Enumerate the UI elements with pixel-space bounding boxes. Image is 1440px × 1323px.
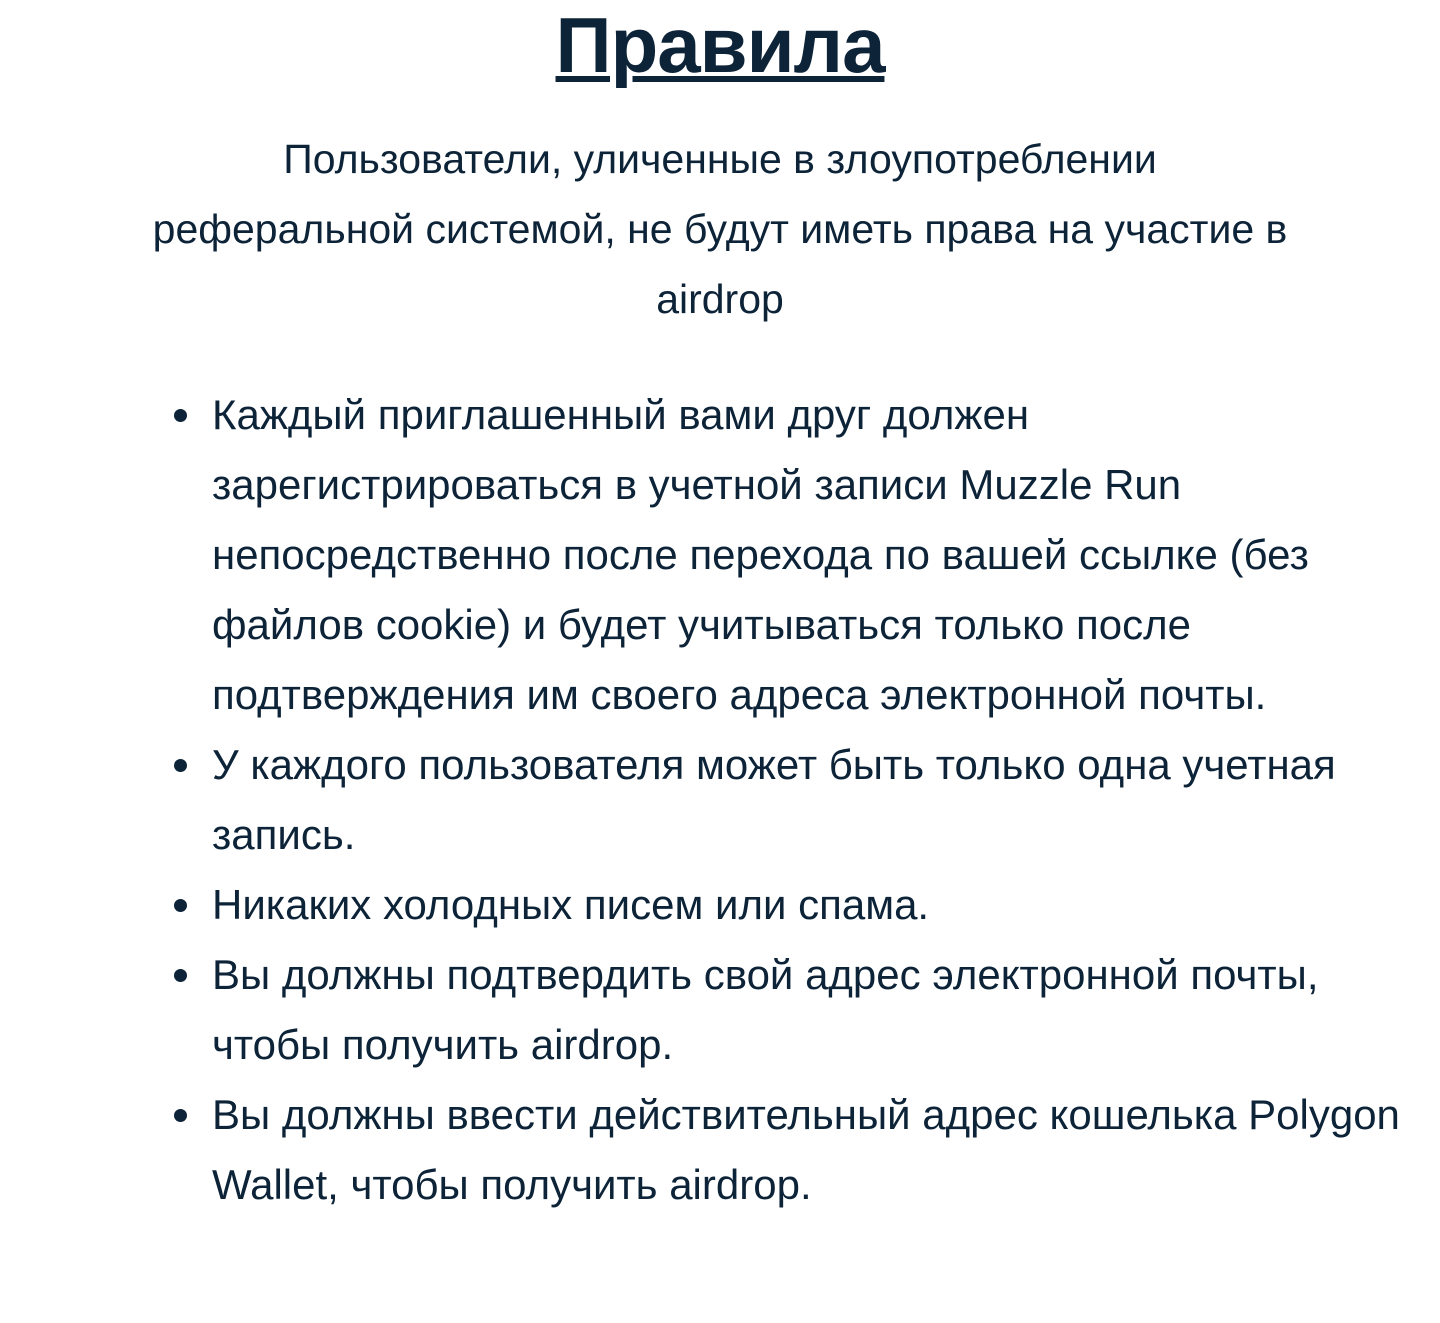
rule-text: Каждый приглашенный вами друг должен зарегистрироваться в учетной записи Muzzle Run непосредственно после перехода по вашей ссылке (без файлов cookie) и будет учитываться только после подтверждения им своего адреса электронной почты.	[212, 391, 1309, 718]
bullet-icon	[174, 899, 187, 912]
list-item	[212, 380, 1412, 730]
list-item	[212, 730, 1412, 870]
rule-text: Вы должны ввести действительный адрес кошелька Polygon Wallet, чтобы получить airdrop.	[212, 1091, 1400, 1208]
bullet-icon	[174, 1109, 187, 1122]
list-item	[212, 870, 1412, 940]
rule-text: Никаких холодных писем или спама.	[212, 881, 930, 928]
rule-text: Вы должны подтвердить свой адрес электронной почты, чтобы получить airdrop.	[212, 951, 1319, 1068]
rules-list	[212, 380, 1412, 1220]
list-item	[212, 1080, 1412, 1220]
rule-text: У каждого пользователя может быть только одна учетная запись.	[212, 741, 1336, 858]
bullet-icon	[174, 759, 187, 772]
list-item	[212, 940, 1412, 1080]
bullet-icon	[174, 969, 187, 982]
intro-text: Пользователи, уличенные в злоупотреблении реферальной системой, не будут иметь права на участие в airdrop	[152, 136, 1288, 322]
bullet-icon	[174, 409, 187, 422]
page-title: Правила	[555, 1, 885, 89]
